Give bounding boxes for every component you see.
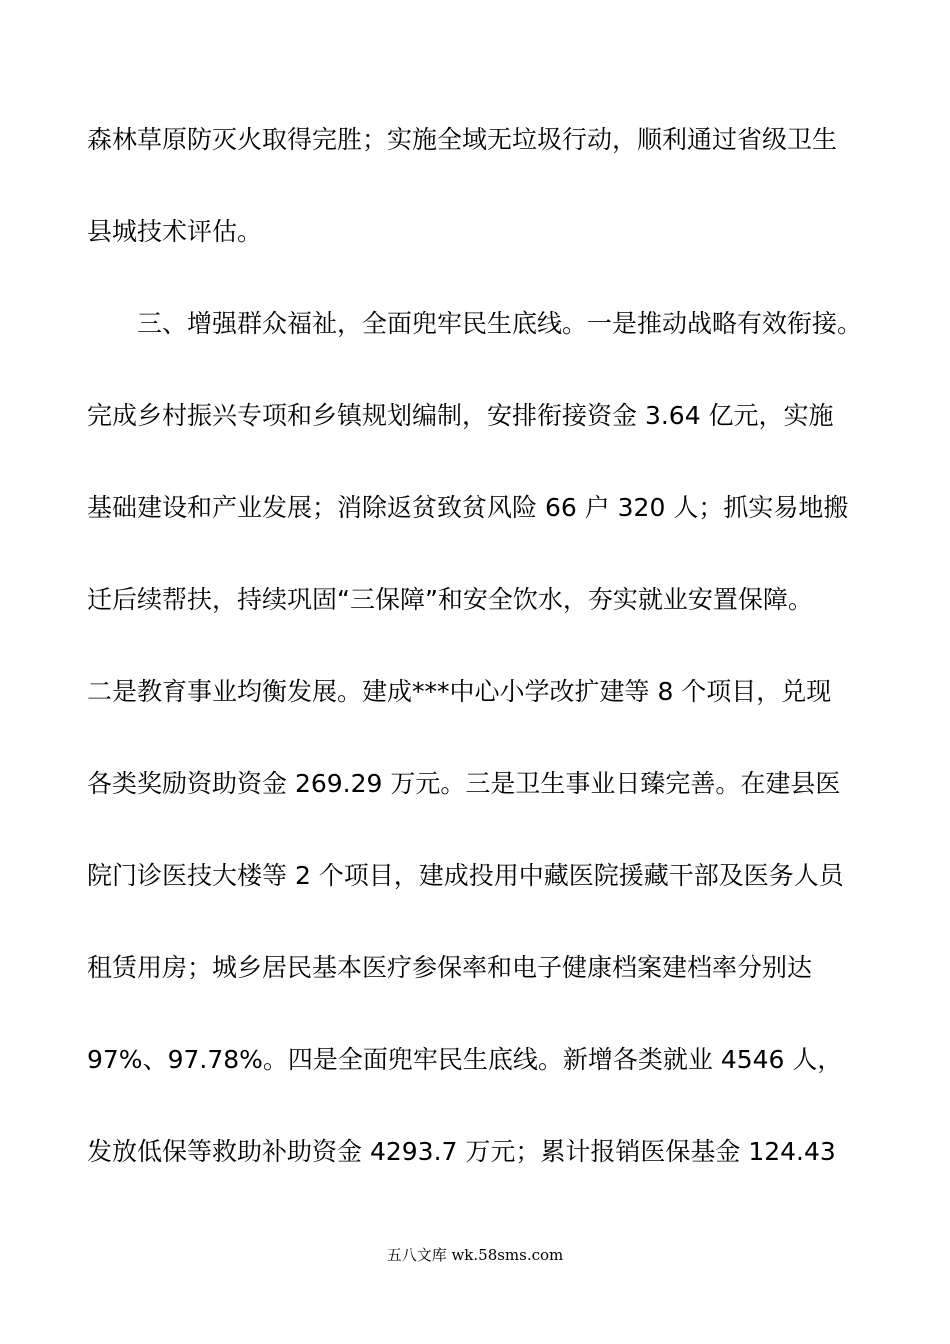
page-footer-watermark: 五八文库 wk.58sms.com	[386, 1246, 564, 1264]
paragraph-line: 租赁用房；城乡居民基本医疗参保率和电子健康档案建档率分别达	[87, 953, 813, 982]
paragraph-line: 完成乡村振兴专项和乡镇规划编制，安排衔接资金 3.64 亿元，实施	[87, 401, 834, 430]
paragraph-line: 院门诊医技大楼等 2 个项目，建成投用中藏医院援藏干部及医务人员	[87, 861, 844, 890]
paragraph-line: 县城技术评估。	[87, 217, 263, 246]
paragraph-line: 迁后续帮扶，持续巩固“三保障”和安全饮水，夯实就业安置保障。	[87, 585, 813, 614]
paragraph-line: 97%、97.78%。四是全面兜牢民生底线。新增各类就业 4546 人，	[87, 1045, 843, 1074]
paragraph-line: 二是教育事业均衡发展。建成***中心小学改扩建等 8 个项目，兑现	[87, 677, 832, 706]
paragraph-line: 森林草原防灭火取得完胜；实施全域无垃圾行动，顺利通过省级卫生	[87, 125, 838, 154]
paragraph-line: 发放低保等救助补助资金 4293.7 万元；累计报销医保基金 124.43	[87, 1137, 836, 1166]
paragraph-line: 基础建设和产业发展；消除返贫致贫风险 66 户 320 人；抓实易地搬	[87, 493, 849, 522]
paragraph-line: 各类奖励资助资金 269.29 万元。三是卫生事业日臻完善。在建县医	[87, 769, 841, 798]
section-heading-line: 三、增强群众福祉，全面兜牢民生底线。一是推动战略有效衔接。	[137, 309, 863, 338]
